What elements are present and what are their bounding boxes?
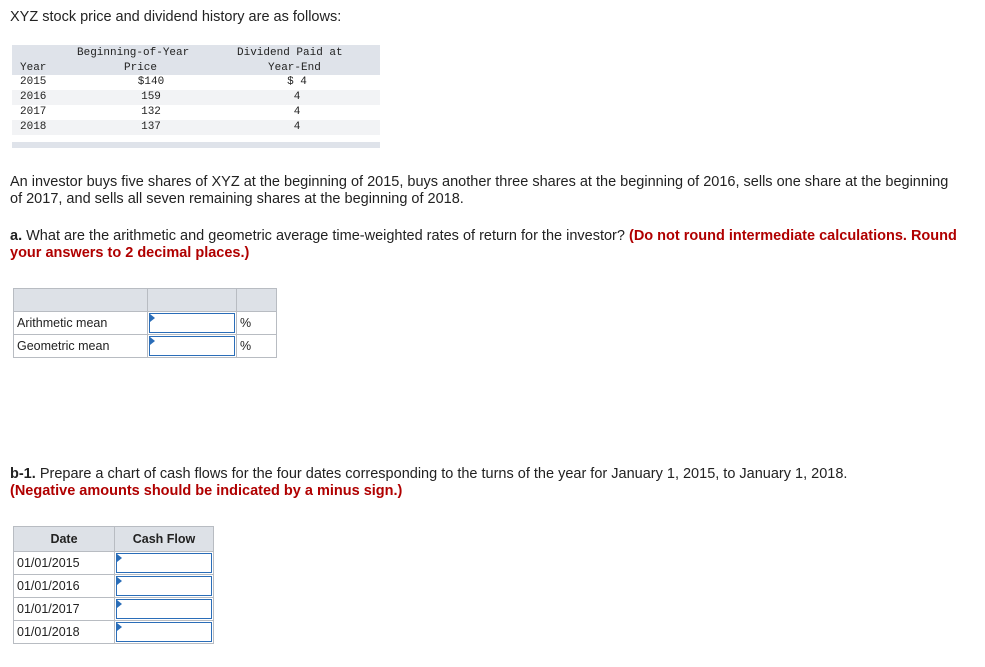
arithmetic-mean-input[interactable] [149,313,235,333]
price-header-line2: Price [124,62,158,74]
date-cell: 01/01/2016 [14,575,115,598]
date-cell: 01/01/2018 [14,621,115,644]
table-row [12,105,380,120]
cash-flow-header [14,527,214,552]
percent-unit: % [237,335,277,358]
table-row [14,552,214,575]
input-marker-icon [150,314,155,322]
dividend-header-line1: Dividend Paid at [237,47,343,59]
part-a-question [10,228,960,262]
dividend-cell: $ 4 [287,76,307,88]
cash-flow-table [13,526,214,644]
part-a-instruction: (Do not round intermediate calculations. Round your answers to 2 decimal places.) [10,228,957,261]
price-history-table [12,45,380,148]
percent-unit: % [237,312,277,335]
dividend-cell: 4 [293,106,301,118]
cash-flow-header-label: Cash Flow [115,527,214,552]
table-header [12,45,380,75]
problem-statement: An investor buys five shares of XYZ at the beginning of 2015, buys another three shares at the beginning of 2016, sells one share at the beginning of 2017, and sells all seven remaining shares at the beginning of 2018. [10,174,949,207]
dividend-header-line2: Year-End [268,62,321,74]
input-marker-icon [117,623,122,631]
geometric-mean-input[interactable] [149,336,235,356]
part-b-question-text: Prepare a chart of cash flows for the four dates corresponding to the turns of the year for January 1, 2015, to January 1, 2018. [39,466,848,482]
year-cell: 2017 [20,106,47,118]
price-header-line1: Beginning-of-Year [77,47,190,59]
year-cell: 2018 [20,121,47,133]
year-header: Year [20,62,47,74]
cash-flow-input[interactable] [116,553,212,573]
date-cell: 01/01/2015 [14,552,115,575]
input-marker-icon [117,600,122,608]
answer-table-header [14,289,277,312]
year-cell: 2015 [20,76,47,88]
price-cell: 137 [141,121,161,133]
part-b-question [10,466,960,500]
price-cell: 132 [141,106,161,118]
input-marker-icon [117,554,122,562]
input-marker-icon [150,337,155,345]
cash-flow-input[interactable] [116,622,212,642]
table-row [12,75,380,90]
dividend-cell: 4 [293,121,301,133]
table-row [14,575,214,598]
table-footer-bar [12,142,380,148]
price-cell: 159 [141,91,161,103]
part-b-instruction: (Negative amounts should be indicated by a minus sign.) [10,483,403,499]
arithmetic-mean-label: Arithmetic mean [14,312,148,335]
geometric-mean-label: Geometric mean [14,335,148,358]
table-row [12,120,380,135]
part-a-question-text: What are the arithmetic and geometric average time-weighted rates of return for the investor? [26,228,625,244]
table-row [14,312,277,335]
cash-flow-input[interactable] [116,576,212,596]
dividend-cell: 4 [293,91,301,103]
cash-flow-input[interactable] [116,599,212,619]
table-row [12,90,380,105]
part-b-label: b-1. [10,466,36,482]
table-row [14,621,214,644]
table-row [14,598,214,621]
intro-text: XYZ stock price and dividend history are as follows: [10,9,342,25]
mean-answer-table [13,288,277,358]
year-cell: 2016 [20,91,47,103]
price-cell: $140 [137,76,165,88]
date-cell: 01/01/2017 [14,598,115,621]
table-row [14,335,277,358]
date-header: Date [14,527,115,552]
input-marker-icon [117,577,122,585]
part-a-label: a. [10,228,23,244]
